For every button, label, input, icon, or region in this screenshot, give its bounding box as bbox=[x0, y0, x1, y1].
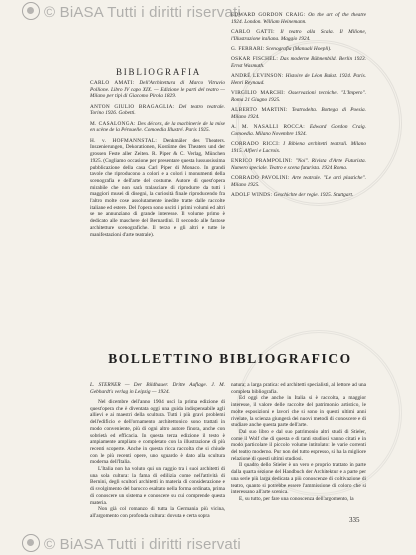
biasa-logo-icon bbox=[22, 534, 40, 552]
bollettino-paragraph: E, su tutto, per fare una conoscenza dell'argomento, la bbox=[239, 495, 354, 502]
bollettino-paragraph: Il quadro dello Stieler è un vero e proprio trattato in parte dalla quarta sezione del Handbuch der Architektur e a parte per una serie più larga dedicata a più conoscenze di coltivazione di teatro, quanto si potrebbe essere l'ammissione di coloro che si interessano all'arte scenica. bbox=[231, 462, 366, 496]
page-number: 335 bbox=[349, 516, 360, 524]
bollettino-paragraph: Ed oggi che anche in Italia si è raccolta, a maggior interesse, il valore delle raccolte del patrimonio artistico, le molte esposizioni e lavori che si sono in questi ultimi anni rivelate, la scienza giungerà dei nuovi metodi di conoscere e di studiare anche questa parte dell'arte. bbox=[231, 395, 366, 429]
bollettino-paragraph: Nel dicembre dell'anno 1904 uscì la prima edizione di quest'opera che è diventata oggi una guida indispensabile agli allievi e ai maestri della scultura. Tutti i più gravi problemi dell'edificio e dell'ornamento architettonico sono trattati in modo conveniente, più di ogni altro autore finora, anche con sobrietà ed efficacia. In questa terza edizione il testo è ampiamente ampliato e completato con la illustrazione di più recenti scoperte. Anche in questa ricca raccolta che si chiude con le più recenti opere, uno sguardo è dato alla scultura moderna dell'Italia. bbox=[90, 399, 225, 466]
bollettino-heading: L. STERNER — Der Bildhauer. Dritte Auflage. J. M. Gebhardt's verlag in Leipzig — 1924. bbox=[90, 382, 225, 395]
bib-entry: CARLO AMATI: Dell'Architettura di Marco Vitruvio Pollione. Libro IV capo XIX. — Edizione le parti del teatro — Milano per tipi di Giacomo Pirola 1829. bbox=[90, 80, 226, 100]
watermark-bottom: © BiASA Tutti i diritti riservati bbox=[22, 534, 416, 553]
bib-entry: ANDRÉ LEVINSON: Histoire de Léon Bakst. 1924. Paris. Henri Reynaud. bbox=[231, 73, 366, 86]
bib-entry: ALBERTO MARTINI: Teatrodelta. Bottega di Poesia. Milano 1924. bbox=[231, 107, 367, 120]
bib-entry: CORRADO RICCI: I Bibiena architetti teatrali. Milano 1915. Alfieri e Lacroix. bbox=[231, 141, 366, 154]
bibliografia-title: BIBLIOGRAFIA bbox=[115, 67, 202, 77]
biasa-logo-icon bbox=[22, 2, 40, 20]
bollettino-right-column bbox=[231, 382, 366, 503]
bib-entry: ADOLF WINDS: Geschichte der regie. 1925. Stuttgart. bbox=[231, 192, 354, 199]
bollettino-paragraph: Non già col romanzo di tutta la Germania più vicina, all'argomento con profonda cultura: dovuta e certa sopra bbox=[90, 506, 225, 519]
bib-entry: EDWARD GORDON CRAIG: On the art of the theatre 1924. London. William Heinemann. bbox=[231, 12, 367, 25]
bibliografia-right-column bbox=[231, 12, 366, 203]
watermark-top: © BiASA Tutti i diritti riservati bbox=[22, 2, 416, 21]
bib-entry: M. CASALONGA: Des décors, de la machinerie de la mise en scène de la Pérouelle. Comoedia Illustré. Paris 1925. bbox=[90, 120, 225, 134]
bollettino-paragraph: Dal suo libro e dal suo patrimonio altri studi di Stieler, come il Wolf che di questa e di tanti studiosi vanno citati e in modo particolare il piccolo volume intitolato: le varie correnti del teatro moderno. Pur non del tutto espresso, si ha la migliore relazione di questi ultimi studiosi. bbox=[231, 428, 366, 462]
bib-entry: G. FERRARI: Scenografia (Manuali Hoepli). bbox=[231, 46, 332, 52]
bib-entry: CORRADO PAVOLINI: Arte teatrale. "Le arti plastiche". Milano 1925. bbox=[231, 175, 367, 188]
bib-entry: ENRICO PRAMPOLINI: "Noi". Rivista d'Arte Futurista. Numero speciale. Teatro e scena futurista. 1924 Roma. bbox=[231, 158, 366, 171]
bollettino-title: BOLLETTINO BIBLIOGRAFICO bbox=[108, 351, 352, 366]
bib-entry: OSKAR FISCHEL: Das moderne Bühnenbild. Berlin 1923. Ernst Wasmuth. bbox=[231, 56, 366, 69]
bib-entry: CARLO GATTI: Il teatro alla Scala. Il Milione, l'Illustrazione italiana. Maggio 1924. bbox=[231, 29, 366, 42]
bollettino-paragraph: natura; a larga pratica: ed architetti specialisti, al lettore ad una completa bibliografia. bbox=[231, 382, 366, 395]
bollettino-left-column bbox=[90, 382, 225, 520]
bib-entry: ANTON GIULIO BRAGAGLIA: Del teatro teatrale. Torino 1926. Gobetti. bbox=[90, 103, 225, 117]
bibliografia-left-column bbox=[90, 80, 225, 242]
bib-entry: VIRGILIO MARCHI: Osservazioni tecniche. "L'Impero". Roma 21 Giugno 1925. bbox=[231, 90, 367, 103]
bib-entry: A. M. NASALLI ROCCA: Edward Gordon Craig. Comoedia. Milano Novembre 1924. bbox=[231, 124, 366, 137]
bib-entry: H. v. HOFMANNSTAL: Denkmäler des Theaters. Inszenierungen, Dekorationen, Kostüme des Theaters und der grossen Feste aller Zeiten. R. Piper & C. Verlag, München 1925. (Cogliamo occasione per presentare questa lussuosissima pubblicazione della casa Carl Piper di Monaco. In grandi tavole che riproducono a colori e a colori i monumenti della scenografia e dell'arte del costume. Autore di quest'opera mirabile che non sarà tralasciare di riprodurre da tutti i maggiori musei di disegni, la curiosità finale riproducendo fra l'altro molte cose assolutamente inedite tratte dalle raccolte italiane ed estere. Del l'opera sono usciti i primi volumi ed altri se ne annunziano di grande interesse. Il volume primo è dedicato alle maschere del Bernardini. Il secondo alle fastose architetture scenografiche. Il terzo e gli altri e tutte le manifestazioni d'arte teatrale). bbox=[90, 137, 225, 238]
bollettino-paragraph: L'Italia non ha voluto qui un raggio tra i suoi architetti di una sola cultura: la fama di edilizia come nell'attività di Bernini, degli scultori architetti in materia di considerazione e di svolgimento del barocco esaltato nella forma ordinata, prima di conoscere un sistema e conoscere su cui comprende questa materia. bbox=[90, 466, 225, 506]
